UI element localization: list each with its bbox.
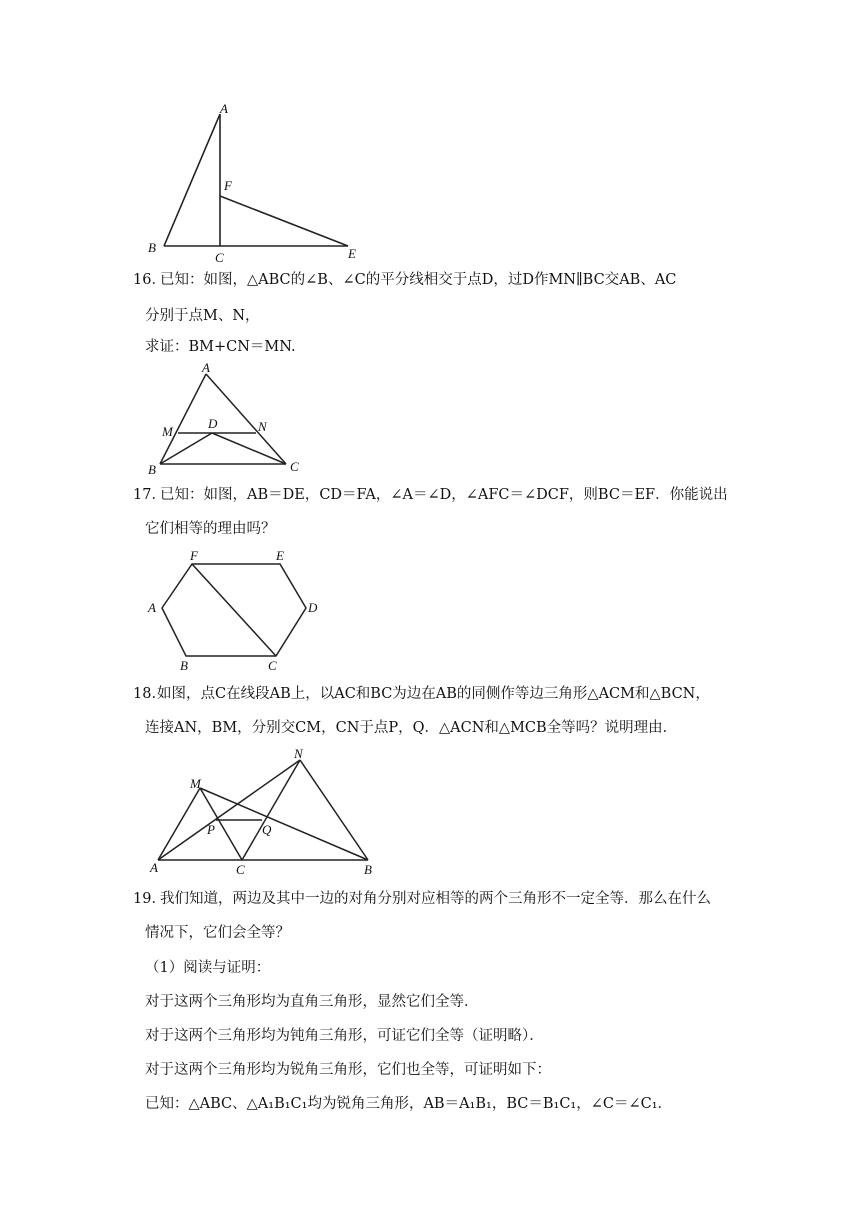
label-d: D [308,600,318,615]
figure-q15 [140,100,380,270]
q19-number: 19． [133,891,166,907]
q17-line-1: 已知：如图，AB＝DE，CD＝FA，∠A＝∠D，∠AFC＝∠DCF，则BC＝EF．你能说出 [160,487,728,503]
label-f: F [190,548,198,563]
q19-line-6: 对于这两个三角形均为锐角三角形，它们也全等，可证明如下： [145,1062,551,1078]
label-a: A [150,860,158,875]
label-e: E [276,548,284,563]
q19-line-3: （1）阅读与证明： [145,960,271,976]
label-f: F [224,178,232,193]
q16-number: 16． [133,272,166,288]
q19-line-1: 我们知道，两边及其中一边的对角分别对应相等的两个三角形不一定全等．那么在什么 [160,891,711,907]
label-b: B [148,462,156,477]
label-d: D [208,416,218,431]
q18-number: 18. [133,686,157,702]
label-e: E [348,246,356,261]
label-b: B [364,862,372,877]
label-b: B [148,240,156,255]
q18-line-1: 如图，点C在线段AB上，以AC和BC为边在AB的同侧作等边三角形△ACM和△BCN， [157,686,710,702]
figure-q17 [140,544,340,674]
label-a: A [148,600,156,615]
q19-line-5: 对于这两个三角形均为钝角三角形，可证它们全等（证明略）． [145,1028,544,1044]
label-n: N [294,746,303,761]
label-c: C [268,658,277,673]
label-a: A [202,360,210,375]
label-c: C [215,250,224,265]
label-b: B [180,658,188,673]
q18-line-2: 连接AN，BM，分别交CM，CN于点P，Q．△ACN和△MCB全等吗？说明理由． [145,720,678,736]
label-c: C [290,459,299,474]
label-q: Q [262,822,272,837]
q19-line-2: 情况下，它们会全等？ [145,925,290,941]
q16-line-3: 求证：BM+CN＝MN. [145,339,296,355]
q19-line-4: 对于这两个三角形均为直角三角形，显然它们全等． [145,994,479,1010]
label-m: M [162,424,173,439]
label-n: N [258,419,267,434]
q17-number: 17． [133,487,166,503]
label-a: A [220,101,228,116]
q16-line-2: 分别于点M、N， [145,308,260,324]
label-c: C [236,862,245,877]
q17-line-2: 它们相等的理由吗？ [145,521,276,537]
q16-line-1: 已知：如图，△ABC的∠B、∠C的平分线相交于点D，过D作MN∥BC交AB、AC [160,272,677,288]
label-m: M [190,776,201,791]
label-p: P [207,822,215,837]
figure-q18 [140,742,390,877]
figure-q16 [140,358,320,478]
q19-line-7: 已知：△ABC、△A₁B₁C₁均为锐角三角形，AB＝A₁B₁，BC＝B₁C₁，∠C＝∠C₁． [145,1096,673,1112]
